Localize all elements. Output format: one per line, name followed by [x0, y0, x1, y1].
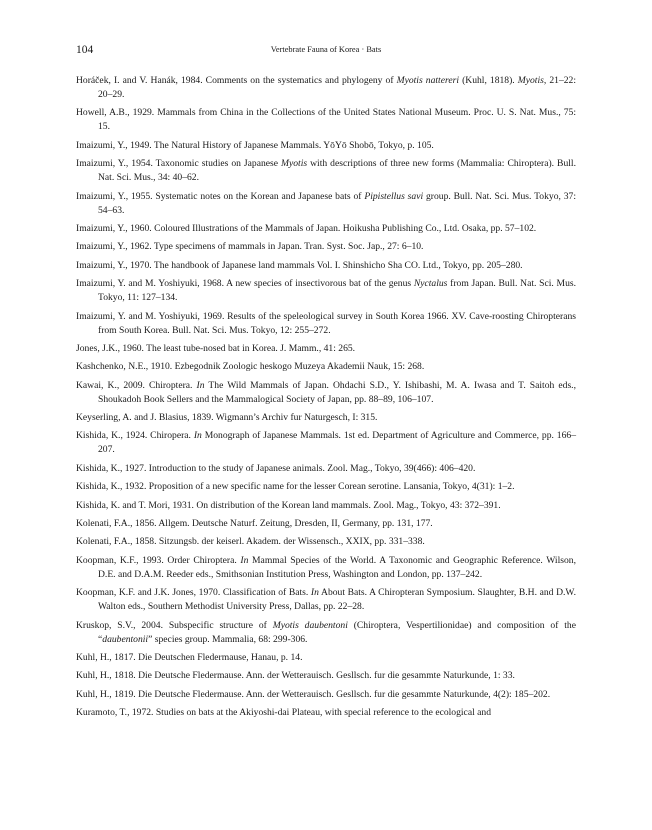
reference-text: Jones, J.K., 1960. The least tube-nosed bat in Korea. J. Mamm., 41: 265.: [76, 342, 356, 354]
page-number: 104: [76, 44, 94, 56]
reference-entry: [76, 259, 576, 273]
reference-entry: [76, 619, 576, 647]
reference-text: group. Bull. Nat. Sci. Mus. Tokyo, 37: 54–63.: [98, 190, 576, 216]
reference-entry: [76, 240, 576, 254]
italic-text: In: [196, 379, 205, 391]
reference-entry: [76, 342, 576, 356]
reference-text: Imaizumi, Y., 1954. Taxonomic studies on Japanese: [76, 158, 282, 170]
reference-text: About Bats. A Chiropteran Symposium. Slaughter, B.H. and D.W. Walton eds., Southern Methodist University Press, Dallas, pp. 22–28.: [98, 587, 576, 613]
reference-entry: [76, 360, 576, 374]
reference-text: Howell, A.B., 1929. Mammals from China in the Collections of the United States National Museum. Proc. U. S. Nat. Mus., 75: 15.: [76, 107, 576, 133]
italic-text: Myotis: [517, 75, 544, 86]
reference-list: [76, 74, 576, 725]
reference-text: Koopman, K.F. and J.K. Jones, 1970. Classification of Bats.: [76, 587, 311, 599]
reference-text: Imaizumi, Y. and M. Yoshiyuki, 1969. Results of the speleological survey in South Korea 1966. XV. Cave-roosting Chiropterans from South Korea. Bull. Nat. Sci. Mus. Tokyo, 12: 255–272.: [76, 310, 576, 336]
reference-text: Keyserling, A. and J. Blasius, 1839. Wigmann’s Archiv fur Naturgesch, I: 315.: [76, 412, 378, 424]
italic-text: Myotis daubentoni: [272, 619, 348, 631]
reference-text: (Chiroptera, Vespertilionidae) and composition of the “: [98, 619, 576, 645]
reference-text: Mammal Species of the World. A Taxonomic and Geographic Reference. Wilson, D.E. and D.A.M. Reeder eds., Smithsonian Institution Press, Washington and London, pp. 137–242.: [98, 554, 576, 580]
italic-text: daubentonii: [102, 633, 149, 645]
reference-text: Kishida, K. and T. Mori, 1931. On distribution of the Korean land mammals. Zool. Mag., Tokyo, 43: 372–391.: [76, 499, 501, 511]
reference-entry: [76, 651, 576, 665]
reference-text: Kishida, K., 1927. Introduction to the study of Japanese animals. Zool. Mag., Tokyo, 39(466): 406–420.: [76, 462, 476, 474]
reference-text: ” species group. Mammalia, 68: 299-306.: [148, 633, 308, 645]
italic-text: Nyctalus: [413, 278, 448, 290]
reference-entry: [76, 411, 576, 425]
reference-entry: [76, 586, 576, 614]
italic-text: Myotis nattereri: [396, 75, 459, 86]
reference-text: from Japan. Bull. Nat. Sci. Mus. Tokyo, 11: 127–134.: [98, 278, 577, 304]
reference-text: Monograph of Japanese Mammals. 1st ed. Department of Agriculture and Commerce, pp. 166–207.: [98, 430, 576, 456]
italic-text: In: [193, 430, 202, 442]
reference-entry: [76, 480, 576, 494]
reference-entry: [76, 462, 576, 476]
reference-text: Imaizumi, Y., 1949. The Natural History of Japanese Mammals. YōYō Shobō, Tokyo, p. 105.: [76, 139, 434, 151]
running-head: Vertebrate Fauna of Korea · Bats: [270, 45, 382, 54]
reference-text: Kuhl, H., 1817. Die Deutschen Fledermause, Hanau, p. 14.: [76, 651, 303, 663]
reference-text: Kolenati, F.A., 1856. Allgem. Deutsche Naturf. Zeitung, Dresden, II, Germany, pp. 131, 177.: [76, 518, 433, 530]
italic-text: Myotis: [281, 158, 308, 170]
reference-text: Imaizumi, Y. and M. Yoshiyuki, 1968. A new species of insectivorous bat of the genus: [76, 278, 414, 290]
reference-entry: [76, 190, 576, 218]
reference-text: Kuhl, H., 1818. Die Deutsche Fledermause. Ann. der Wetterauisch. Gesllsch. fur die gesammte Naturkunde, 1: 33.: [76, 670, 515, 682]
reference-text: Kruskop, S.V., 2004. Subspecific structure of: [76, 619, 273, 631]
reference-entry: [76, 499, 576, 513]
reference-entry: [76, 106, 576, 134]
reference-entry: [76, 74, 576, 102]
italic-text: In: [240, 554, 249, 566]
reference-text: Kashchenko, N.E., 1910. Ezbegodnik Zoologic heskogo Muzeya Akademii Nauk, 15: 268.: [76, 361, 425, 373]
italic-text: Pipistellus savi: [364, 190, 424, 202]
reference-text: Kuramoto, T., 1972. Studies on bats at the Akiyoshi-dai Plateau, with special reference to the ecological and: [76, 707, 491, 719]
reference-entry: [76, 669, 576, 683]
reference-entry: [76, 535, 576, 549]
reference-text: The Wild Mammals of Japan. Ohdachi S.D., Y. Ishibashi, M. A. Iwasa and T. Saitoh eds., Shoukadoh Book Sellers and the Mammalogical Society of Japan, pp. 88–89, 106–107.: [98, 379, 576, 405]
reference-entry: [76, 222, 576, 236]
page-header: [76, 44, 576, 58]
reference-entry: [76, 706, 576, 720]
reference-text: Horáček, I. and V. Hanák, 1984. Comments on the systematics and phylogeny of: [76, 75, 397, 86]
reference-text: , 21–22: 20–29.: [98, 75, 577, 100]
reference-text: Imaizumi, Y., 1960. Coloured Illustrations of the Mammals of Japan. Hoikusha Publishing Co., Ltd. Osaka, pp. 57–102.: [76, 222, 537, 234]
reference-text: Kishida, K., 1932. Proposition of a new specific name for the lesser Corean serotine. Lansania, Tokyo, 4(31): 1–2.: [76, 481, 515, 493]
reference-text: Kolenati, F.A., 1858. Sitzungsb. der keiserl. Akadem. der Wissensch., XXIX, pp. 331–338.: [76, 536, 425, 548]
reference-text: Kawai, K., 2009. Chiroptera.: [76, 379, 197, 391]
reference-entry: [76, 310, 576, 338]
reference-entry: [76, 277, 576, 305]
reference-text: Imaizumi, Y., 1955. Systematic notes on the Korean and Japanese bats of: [76, 190, 365, 202]
reference-entry: [76, 379, 576, 407]
reference-text: Koopman, K.F., 1993. Order Chiroptera.: [76, 554, 241, 566]
reference-text: with descriptions of three new forms (Mammalia: Chiroptera). Bull. Nat. Sci. Mus., 34: 40–62.: [98, 158, 576, 184]
reference-entry: [76, 139, 576, 153]
italic-text: In: [310, 587, 319, 599]
reference-text: Imaizumi, Y., 1970. The handbook of Japanese land mammals Vol. I. Shinshicho Sha CO. Ltd., Tokyo, pp. 205–280.: [76, 259, 523, 271]
reference-entry: [76, 429, 576, 457]
reference-text: Imaizumi, Y., 1962. Type specimens of mammals in Japan. Tran. Syst. Soc. Jap., 27: 6–10.: [76, 241, 424, 253]
reference-entry: [76, 688, 576, 702]
reference-text: Kuhl, H., 1819. Die Deutsche Fledermause. Ann. der Wetterauisch. Gesllsch. fur die gesammte Naturkunde, 4(2): 185–202.: [76, 688, 551, 700]
reference-entry: [76, 554, 576, 582]
reference-text: Kishida, K., 1924. Chiropera.: [76, 430, 194, 442]
reference-entry: [76, 517, 576, 531]
reference-entry: [76, 157, 576, 185]
reference-text: (Kuhl, 1818).: [459, 75, 518, 86]
